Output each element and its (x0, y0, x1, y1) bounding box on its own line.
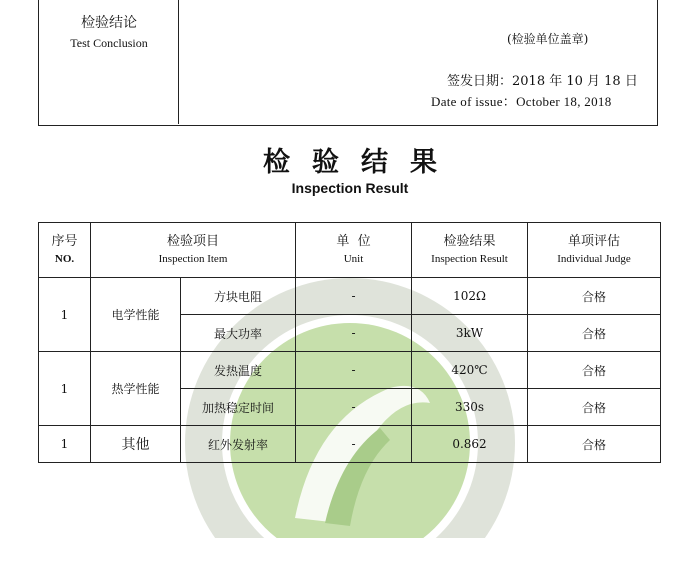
row-result: 3kW (412, 315, 528, 352)
conclusion-label-cell (39, 0, 179, 124)
table-header-row (39, 223, 661, 278)
header-unit: 单 位 Unit (296, 223, 412, 278)
table-row (39, 426, 661, 463)
row-judge: 合格 (528, 426, 661, 463)
issue-date-en: Date of issue：October 18, 2018 (431, 94, 612, 109)
row-category: 热学性能 (91, 352, 181, 426)
row-item-name: 最大功率 (181, 315, 296, 352)
section-title-cn: 检验结果 (263, 147, 459, 178)
row-item-name: 加热稳定时间 (181, 389, 296, 426)
header-no: 序号 NO. (39, 223, 91, 278)
header-result: 检验结果 Inspection Result (412, 223, 528, 278)
issue-date-cn: 签发日期：2018 年 10 月 18 日 (447, 74, 638, 89)
row-result: 420℃ (412, 352, 528, 389)
row-judge: 合格 (528, 389, 661, 426)
row-unit: - (296, 426, 412, 463)
row-judge: 合格 (528, 315, 661, 352)
header-item: 检验项目 Inspection Item (91, 223, 296, 278)
test-conclusion-box (38, 0, 658, 126)
conclusion-label-cn: 检验结论 (81, 15, 137, 31)
row-result: 330s (412, 389, 528, 426)
table-row (39, 278, 661, 315)
row-result: 0.862 (412, 426, 528, 463)
section-title-en: Inspection Result (291, 180, 409, 196)
conclusion-label-en: Test Conclusion (70, 36, 148, 50)
row-no: 1 (39, 426, 91, 463)
row-unit: - (296, 389, 412, 426)
row-category: 电学性能 (91, 278, 181, 352)
row-item-name: 红外发射率 (181, 426, 296, 463)
header-judge: 单项评估 Individual Judge (528, 223, 661, 278)
row-item-name: 方块电阻 (181, 278, 296, 315)
row-item-name: 发热温度 (181, 352, 296, 389)
row-unit: - (296, 315, 412, 352)
table-row (39, 352, 661, 389)
row-no: 1 (39, 278, 91, 352)
stamp-note: (检验单位盖章) (507, 32, 589, 46)
row-unit: - (296, 352, 412, 389)
row-judge: 合格 (528, 278, 661, 315)
inspection-result-table (38, 222, 661, 463)
row-result: 102Ω (412, 278, 528, 315)
row-judge: 合格 (528, 352, 661, 389)
row-unit: - (296, 278, 412, 315)
row-no: 1 (39, 352, 91, 426)
row-category: 其他 (91, 426, 181, 463)
